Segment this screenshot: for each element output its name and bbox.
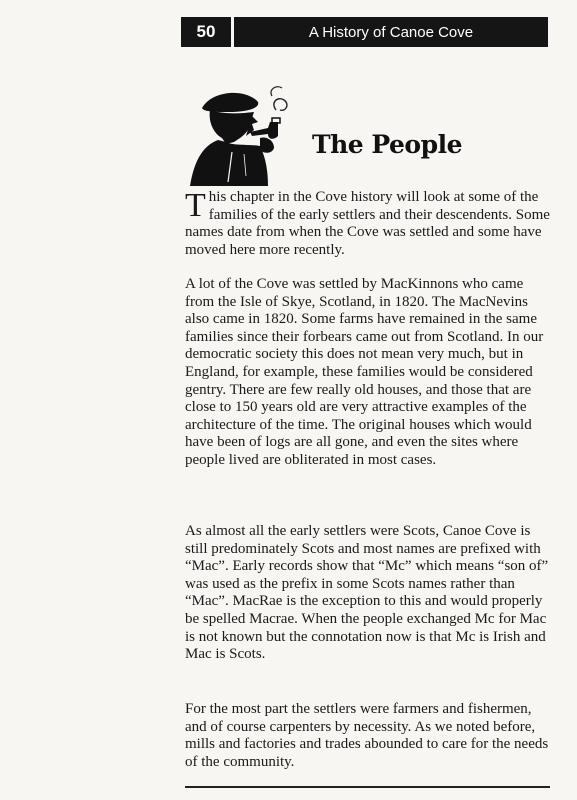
paragraph-scots-names: As almost all the early settlers were Scots, Canoe Cove is still predominately Scots and most names are prefixed with “Mac”. Early records show that “Mc” which means “son of” was used as the prefix in some Scots names rather than “Mac”. MacRae is the exception to this and would properly be spelled Macrae. When the people exchanged Mc for Mac is not known but the connotation now is that Mc is Irish and Mac is Scots.	[185, 523, 549, 663]
paragraph-settlement: A lot of the Cove was settled by MacKinnons who came from the Isle of Skye, Scotland, in 1820. The MacNevins also came in 1820. Some farms have remained in the same families since their forbears came out from Scotland. In our democratic society this does not mean very much, but in England, for example, these families would be considered gentry. There are few really old houses, and those that are close to 150 years old are very attractive examples of the architecture of the time. The original houses which would have been of logs are all gone, and even the sites where people lived are obliterated in most cases.	[185, 276, 544, 468]
chapter-title: The People	[312, 130, 462, 159]
paragraph-occupations: For the most part the settlers were farmers and fishermen, and of course carpenters by necessity. As we noted before, mills and factories and trades abounded to care for the needs of the community.	[185, 701, 549, 770]
paragraph-intro	[185, 189, 550, 259]
man-with-pipe-silhouette-icon	[188, 82, 303, 187]
bottom-rule	[185, 786, 550, 788]
page-number: 50	[196, 22, 216, 41]
drop-cap: T	[185, 187, 206, 224]
running-title: A History of Canoe Cove	[308, 23, 474, 41]
paragraph-intro-text: his chapter in the Cove history will look at some of the families of the early settlers and their descendents. Some names date from when the Cove was settled and some have moved here more recently.	[185, 189, 550, 258]
